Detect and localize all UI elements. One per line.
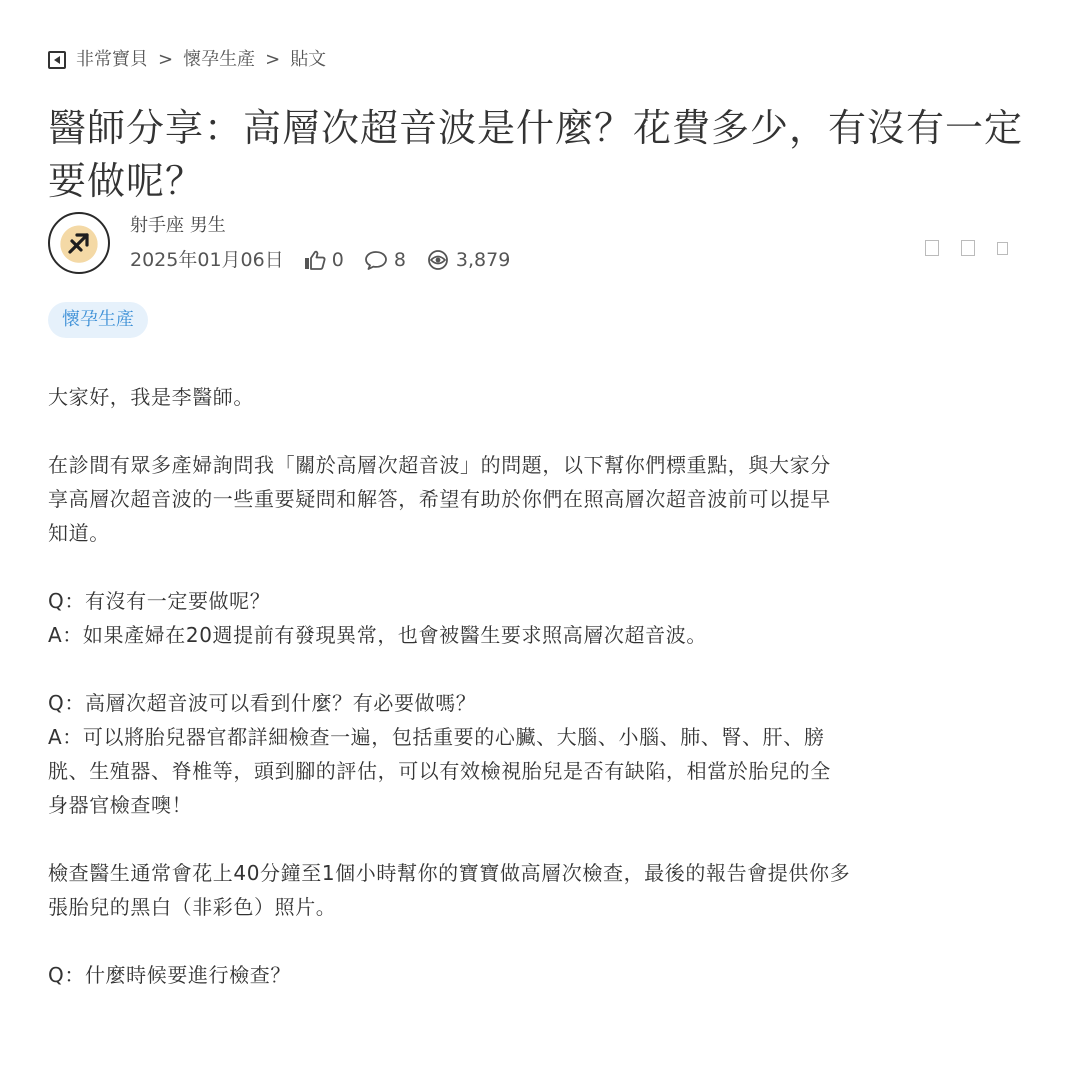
paragraph-line: 檢查醫生通常會花上40分鐘至1個小時幫你的寶寶做高層次檢查，最後的報告會提供你多 (48, 861, 851, 885)
post-date: 2025年01月06日 (130, 249, 284, 271)
breadcrumb-separator: > (158, 49, 174, 70)
paragraph-line: 大家好，我是李醫師。 (48, 385, 254, 409)
comment-count: 8 (393, 249, 406, 271)
thumbs-up-icon[interactable] (304, 250, 326, 270)
view-count: 3,879 (455, 249, 511, 271)
breadcrumb-item-current: 貼文 (290, 49, 327, 70)
question-text: Q：有沒有一定要做呢？ (48, 589, 271, 613)
breadcrumb-separator: > (265, 49, 281, 70)
qa-block (48, 584, 1032, 652)
tag-pregnancy[interactable]: 懷孕生產 (48, 302, 148, 338)
question-text: Q：什麼時候要進行檢查？ (48, 963, 291, 987)
post-meta (130, 248, 524, 272)
qa-block (48, 686, 1032, 822)
answer-text: A：如果產婦在20週提前有發現異常，也會被醫生要求照高層次超音波。 (48, 623, 707, 647)
post-content (48, 380, 1032, 1026)
breadcrumb-item-home[interactable]: 非常寶貝 (76, 49, 148, 70)
answer-text: A：可以將胎兒器官都詳細檢查一遍，包括重要的心臟、大腦、小腦、肺、腎、肝、膀 (48, 725, 825, 749)
breadcrumb-item-category[interactable]: 懷孕生產 (183, 49, 256, 70)
bookmark-icon[interactable] (961, 240, 975, 256)
paragraph-line: 享高層次超音波的一些重要疑問和解答，希望有助於你們在照高層次超音波前可以提早 (48, 487, 831, 511)
like-count: 0 (331, 249, 344, 271)
paragraph-line: 知道。 (48, 521, 110, 545)
paragraph (48, 856, 1032, 924)
paragraph-line: 張胎兒的黑白（非彩色）照片。 (48, 895, 337, 919)
eye-icon (426, 250, 450, 270)
author-row (48, 212, 1032, 278)
answer-text: 身器官檢查噢！ (48, 793, 193, 817)
post-actions (925, 240, 1008, 256)
answer-text: 胱、生殖器、脊椎等，頭到腳的評估，可以有效檢視胎兒是否有缺陷，相當於胎兒的全 (48, 759, 831, 783)
breadcrumb (48, 48, 326, 72)
author-name[interactable]: 射手座 男生 (130, 215, 226, 236)
back-arrow-icon[interactable] (48, 51, 66, 69)
qa-block (48, 958, 1032, 992)
avatar[interactable] (48, 212, 110, 274)
paragraph (48, 448, 1032, 550)
paragraph-line: 在診間有眾多產婦詢問我「關於高層次超音波」的問題，以下幫你們標重點，與大家分 (48, 453, 831, 477)
question-text: Q：高層次超音波可以看到什麼？有必要做嗎？ (48, 691, 477, 715)
sagittarius-icon (64, 228, 94, 258)
more-icon[interactable] (997, 242, 1008, 255)
post-title (48, 102, 1028, 208)
paragraph (48, 380, 1032, 414)
share-icon[interactable] (925, 240, 939, 256)
post-title-line: 要做呢？ (48, 159, 205, 203)
comment-icon[interactable] (364, 250, 388, 270)
post-title-line: 醫師分享：高層次超音波是什麼？花費多少，有沒有一定 (48, 106, 1024, 150)
